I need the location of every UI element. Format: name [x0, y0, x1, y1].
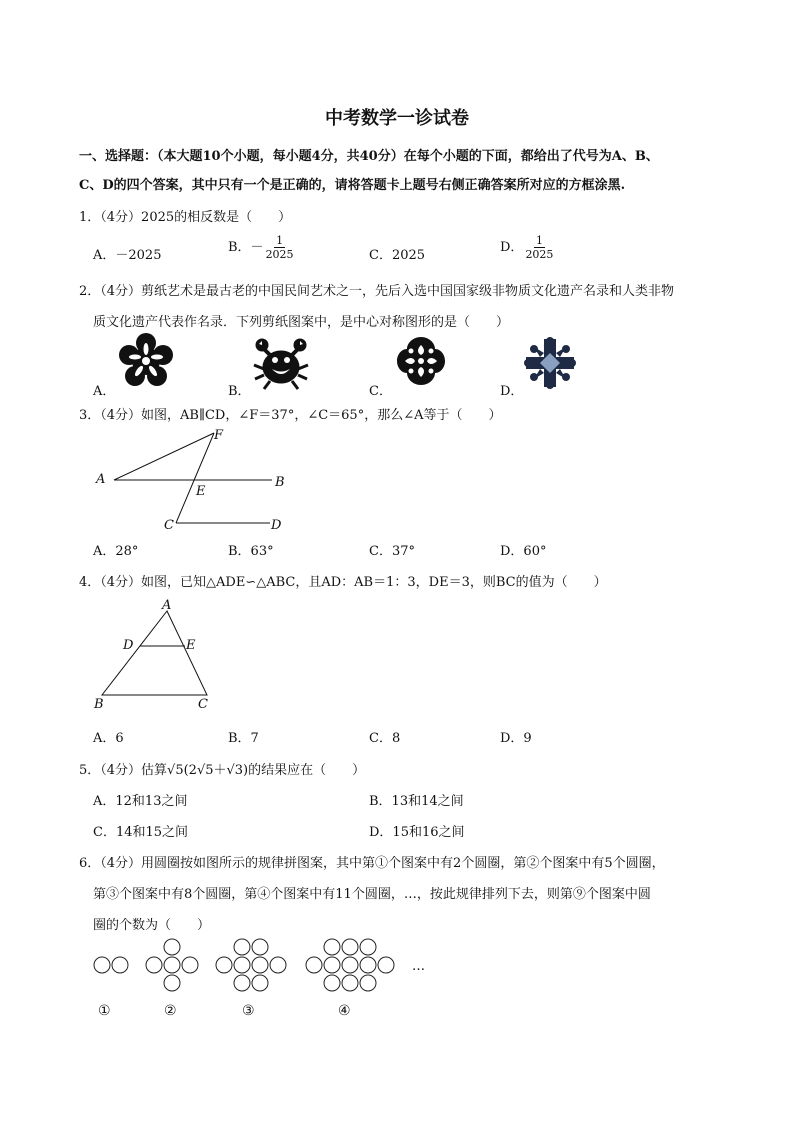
q5-option-a: A．12和13之间 — [93, 794, 188, 809]
label-d: D — [123, 638, 134, 653]
section-instructions-line1: 一、选择题：（本大题10个小题，每小题4分，共40分）在每个小题的下面，都给出了代号为A、B、 — [79, 149, 659, 164]
q4-option-a: A．6 — [93, 731, 124, 746]
ornament-papercut-image — [393, 333, 449, 389]
q6-line1: 6．（4分）用圆圈按如图所示的规律拼图案，其中第①个图案中有2个圆圈，第②个图案中有5个圆圈， — [79, 856, 665, 871]
q1-option-b-fraction — [264, 234, 296, 261]
caption-3: ③ — [242, 1003, 255, 1019]
q4-option-b: B．7 — [228, 731, 259, 746]
segment-fc — [176, 433, 214, 523]
q4-option-d: D．9 — [500, 731, 532, 746]
label-f: F — [214, 428, 224, 443]
label-c: C — [198, 697, 208, 712]
q3-option-c: C．37° — [369, 544, 415, 559]
label-d: D — [271, 518, 282, 533]
q2-option-d: D． — [500, 384, 524, 399]
q1-option-b-denominator: 2025 — [265, 248, 294, 261]
q1-option-b — [228, 234, 296, 261]
q4-stem: 4．（4分）如图，已知△ADE∽△ABC，且AD：AB＝1：3，DE＝3，则BC的值为（ ） — [79, 575, 607, 590]
q4-option-c: C．8 — [369, 731, 401, 746]
q2-option-a: A． — [93, 384, 116, 399]
q1-option-d-fraction — [523, 234, 555, 261]
q1-option-d-denominator: 2025 — [525, 248, 554, 261]
q1-stem: 1．（4分）2025的相反数是（ ） — [79, 210, 292, 225]
pattern-ellipsis: … — [412, 959, 425, 974]
q5-stem: 5．（4分）估算√5(2√5＋√3)的结果应在（ ） — [79, 763, 366, 778]
q2-option-c: C． — [369, 384, 392, 399]
q3-option-a: A．28° — [93, 544, 139, 559]
q6-line3: 圈的个数为（ ） — [93, 918, 211, 933]
q4-similar-triangles-figure — [90, 598, 220, 713]
q1-option-a: A．－2025 — [93, 248, 162, 263]
caption-1: ① — [98, 1003, 111, 1019]
section-instructions-line2: C、D的四个答案，其中只有一个是正确的，请将答题卡上题号右侧正确答案所对应的方框涂黑. — [79, 178, 626, 193]
q3-parallel-lines-figure — [90, 425, 300, 535]
caption-4: ④ — [338, 1003, 351, 1019]
pattern-1 — [94, 957, 128, 973]
q1-option-d — [500, 234, 555, 261]
q5-option-d: D．15和16之间 — [369, 825, 465, 840]
caption-2: ② — [164, 1003, 177, 1019]
q5-option-c: C．14和15之间 — [93, 825, 189, 840]
circle-pattern-figure — [90, 935, 440, 1025]
q1-option-b-prefix: B．－ — [228, 240, 264, 255]
q3-option-d: D．60° — [500, 544, 547, 559]
crab-papercut-image — [252, 333, 310, 391]
q1-option-d-numerator: 1 — [535, 234, 543, 247]
q1-option-b-numerator: 1 — [276, 234, 284, 247]
q2-line2: 质文化遗产代表作名录．下列剪纸图案中，是中心对称图形的是（ ） — [93, 315, 510, 330]
label-c: C — [164, 518, 174, 533]
pattern-3 — [216, 939, 286, 991]
q3-stem: 3．（4分）如图，AB∥CD，∠F＝37°，∠C＝65°，那么∠A等于（ ） — [79, 408, 502, 423]
segment-af — [114, 433, 214, 480]
pattern-4 — [306, 939, 394, 991]
pattern-2 — [146, 939, 198, 991]
q5-option-b: B．13和14之间 — [369, 794, 464, 809]
label-e: E — [186, 638, 196, 653]
q2-option-b: B． — [228, 384, 251, 399]
q1-option-c: C．2025 — [369, 248, 426, 263]
q3-option-b: B．63° — [228, 544, 274, 559]
label-b: B — [94, 697, 104, 712]
q1-option-d-prefix: D． — [500, 240, 524, 255]
flower-papercut-image — [118, 333, 174, 389]
q2-line1: 2．（4分）剪纸艺术是最古老的中国民间艺术之一，先后入选中国国家级非物质文化遗产名录和人类非物 — [79, 284, 675, 299]
label-a: A — [162, 598, 172, 613]
label-a: A — [96, 472, 106, 487]
label-b: B — [275, 475, 285, 490]
page-title: 中考数学一诊试卷 — [325, 108, 469, 129]
label-e: E — [196, 484, 206, 499]
q6-line2: 第③个图案中有8个圆圈，第④个图案中有11个圆圈，…，按此规律排列下去，则第⑨个图案中圆 — [93, 887, 651, 902]
snowflake-papercut-image — [524, 337, 576, 389]
triangle-abc — [102, 611, 207, 695]
